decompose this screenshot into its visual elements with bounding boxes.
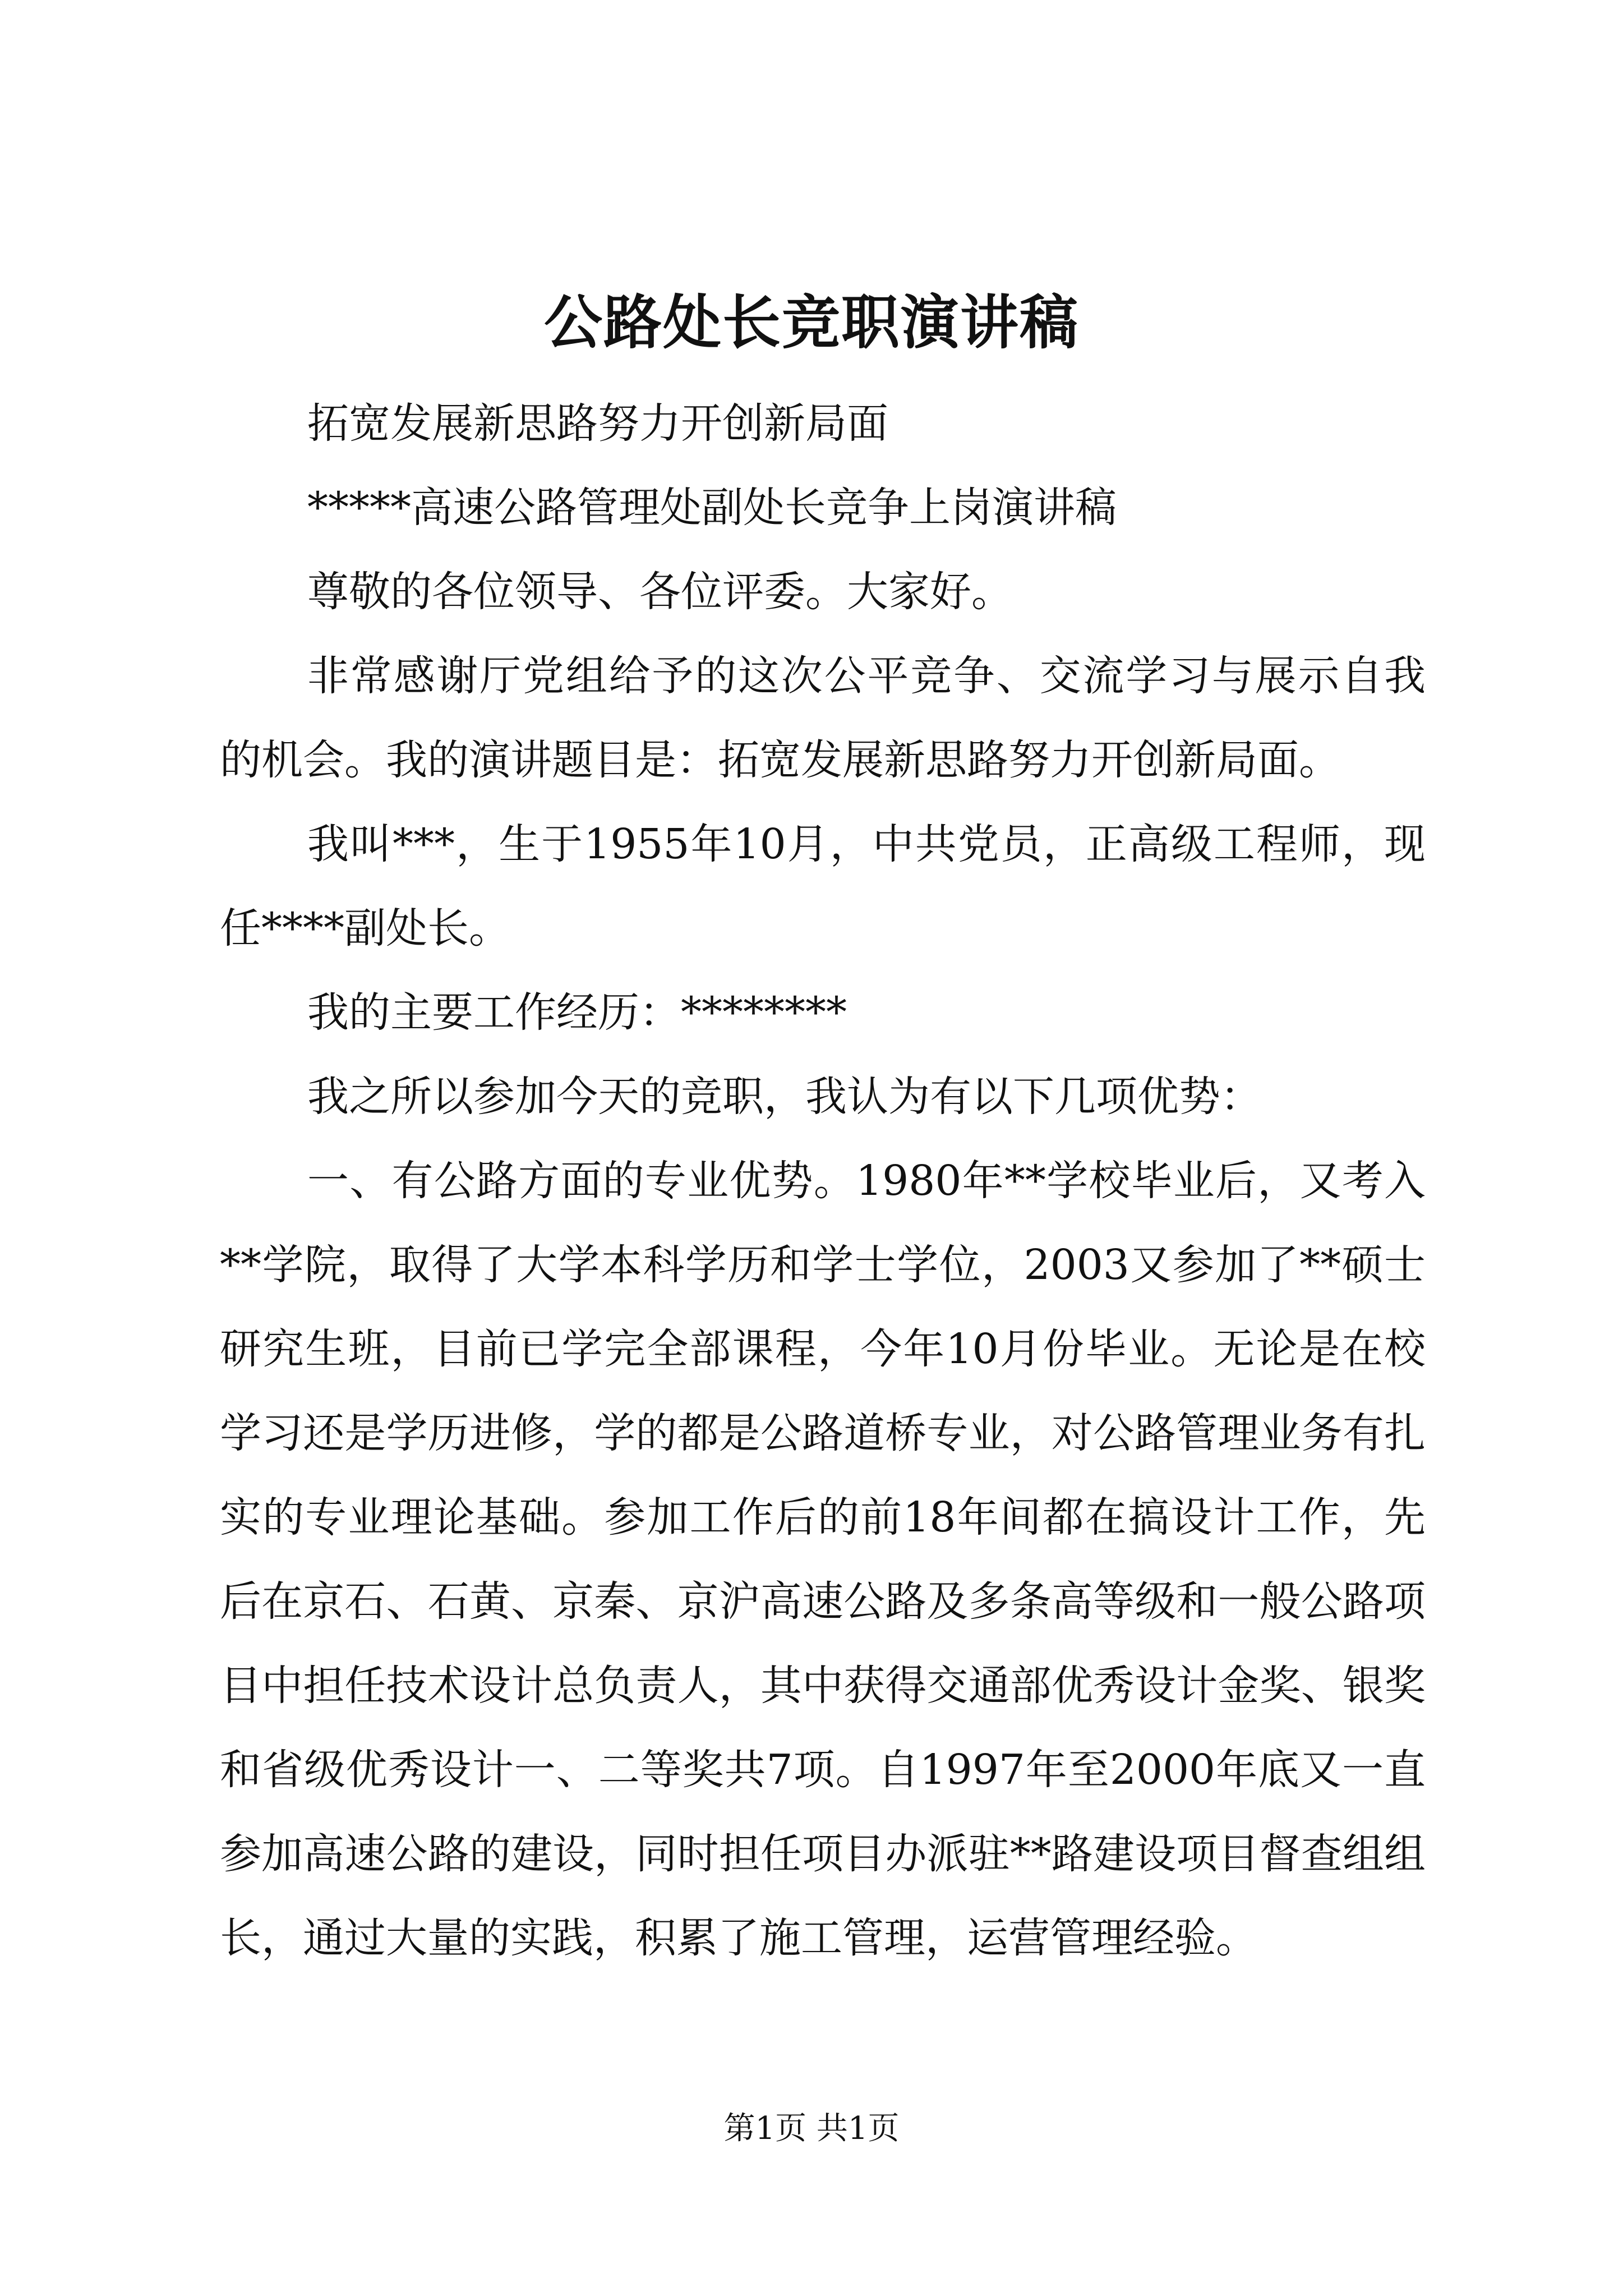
document-title: 公路处长竞职演讲稿 <box>543 288 1079 357</box>
paragraph-self-intro: 我叫***，生于1955年10月，中共党员，正高级工程师，现任****副处长。 <box>220 820 1426 953</box>
paragraph-advantages-intro: 我之所以参加今天的竞职，我认为有以下几项优势： <box>307 1073 1262 1121</box>
paragraph-subtitle: 拓宽发展新思路努力开创新局面 <box>307 399 888 448</box>
paragraph-greeting: 尊敬的各位领导、各位评委。大家好。 <box>307 568 1013 616</box>
paragraph-speech-heading: *****高速公路管理处副处长竞争上岗演讲稿 <box>307 484 1117 532</box>
paragraph-thanks: 非常感谢厅党组给予的这次公平竞争、交流学习与展示自我的机会。我的演讲题目是：拓宽发展新思路努力开创新局面。 <box>220 652 1426 784</box>
document-body <box>220 381 1426 1980</box>
page-footer: 第1页 共1页 <box>723 2110 900 2147</box>
paragraph-work-history: 我的主要工作经历：******** <box>307 988 847 1037</box>
paragraph-advantage-one: 一、有公路方面的专业优势。1980年**学校毕业后，又考入**学院，取得了大学本科学历和学士学位，2003又参加了**硕士研究生班，目前已学完全部课程，今年10月份毕业。无论是在校学习还是学历进修，学的都是公路道桥专业，对公路管理业务有扎实的专业理论基础。参加工作后的前18年间都在搞设计工作，先后在京石、石黄、京秦、京沪高速公路及多条高等级和一般公路项目中担任技术设计总负责人，其中获得交通部优秀设计金奖、银奖和省级优秀设计一、二等奖共7项。自1997年至2000年底又一直参加高速公路的建设，同时担任项目办派驻**路建设项目督查组组长，通过大量的实践，积累了施工管理，运营管理经验。 <box>220 1157 1426 1962</box>
